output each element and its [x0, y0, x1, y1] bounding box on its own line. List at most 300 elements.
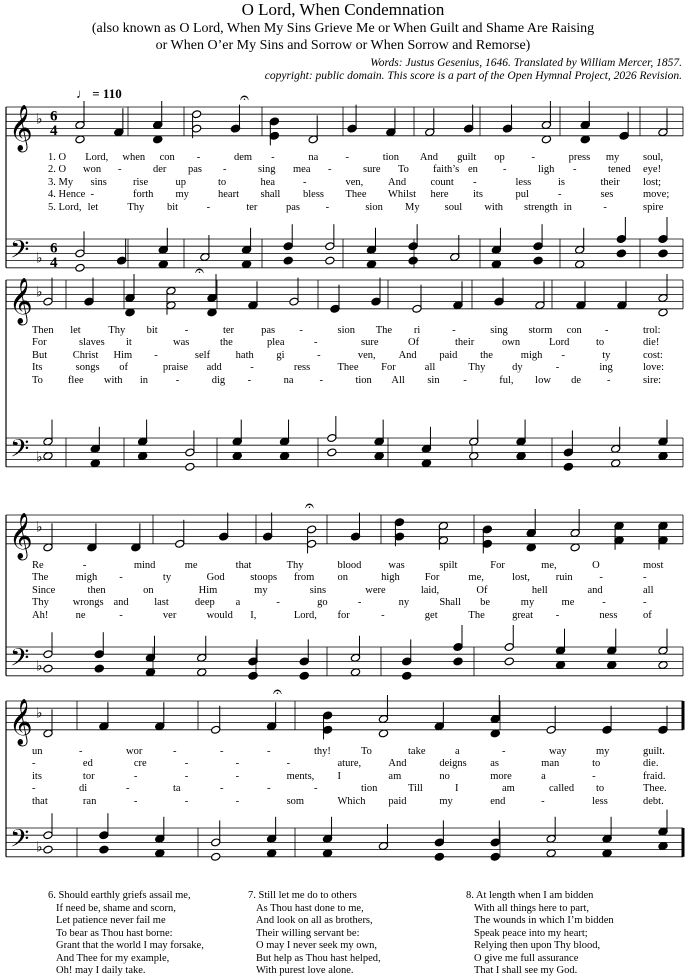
lyric-syllable: My — [405, 201, 420, 213]
verse-8-line: O give me full assurance — [474, 952, 579, 964]
lyric-syllable: add — [206, 362, 222, 374]
lyric-syllable: ter — [246, 201, 258, 213]
lyric-syllable: - — [345, 151, 349, 163]
verse-8-line: The wounds in which I’m bidden — [474, 915, 614, 926]
lyric-syllable: migh — [75, 572, 98, 584]
bass-lower-note-head — [546, 849, 556, 858]
alto-note-head — [125, 308, 135, 317]
lyric-syllable: - — [126, 783, 130, 795]
verse-7-line: As Thou hast done to me, — [256, 902, 364, 914]
lyric-syllable: ed — [82, 758, 93, 770]
lyric-syllable: dig — [211, 374, 226, 386]
lyric-syllable: bit — [146, 324, 158, 336]
lyric-syllable: Which — [337, 795, 366, 807]
lyric-syllable: pas — [188, 164, 202, 176]
lyric-syllable: - — [267, 783, 271, 795]
lyric-syllable: - — [184, 795, 189, 807]
alto-note-head — [580, 135, 590, 144]
lyric-syllable: that — [235, 559, 252, 571]
lyric-syllable: on — [337, 572, 348, 584]
lyric-syllable: Of — [408, 337, 420, 349]
lyric-syllable: I — [337, 770, 341, 782]
lyric-syllable: count — [430, 176, 454, 188]
lyric-syllable: - — [133, 770, 138, 782]
lyric-syllable: sure — [363, 164, 381, 176]
lyric-syllable: mind — [133, 559, 156, 571]
lyric-syllable: ful, — [499, 374, 514, 386]
verse-6 — [48, 890, 204, 978]
lyric-syllable: The — [375, 324, 393, 336]
lyric-syllable: - — [32, 758, 36, 770]
fermata-icon: 𝄐 — [273, 682, 282, 701]
lyric-syllable: der — [153, 164, 167, 176]
verse-8-line: Relying then upon Thy blood, — [474, 940, 601, 951]
lyric-syllable: - — [235, 770, 240, 782]
lyric-syllable: wor — [126, 745, 143, 757]
lyric-syllable: 1. O — [48, 151, 67, 163]
lyric-syllable: is — [558, 176, 566, 188]
lyric-syllable: plea — [267, 337, 285, 349]
lyric-syllable: lost, — [512, 572, 530, 584]
bass-lower-note-head — [658, 842, 668, 851]
lyric-syllable: - — [599, 572, 603, 584]
lyric-syllable: - — [173, 745, 177, 757]
lyric-syllable: Thee — [337, 362, 359, 374]
lyric-syllable: To — [361, 745, 372, 757]
lyric-syllable: spire — [643, 201, 664, 213]
lyric-syllable: sing — [490, 324, 508, 336]
lyric-syllable: ven, — [357, 349, 376, 361]
lyric-syllable: - — [220, 745, 224, 757]
alto-note-head — [207, 308, 217, 317]
bass-lower-note-head — [241, 260, 251, 269]
flat-key-signature-icon: ♭ — [36, 284, 43, 301]
lyric-syllable: - — [473, 176, 477, 188]
lyric-syllable: press — [568, 151, 591, 163]
flat-key-signature-icon: ♭ — [36, 519, 43, 536]
lyric-syllable: shall — [260, 189, 281, 201]
verse-7-line: And look on all as brothers, — [256, 915, 373, 926]
bass-lower-note-head — [299, 671, 309, 680]
bass-lower-note-head — [99, 845, 109, 854]
lyric-syllable: trol: — [643, 324, 661, 336]
bass-lower-note-head — [185, 462, 195, 471]
lyric-syllable: a — [541, 770, 546, 782]
bass-clef-icon: 𝄢 — [10, 434, 30, 470]
lyric-syllable: to — [596, 337, 605, 349]
lyric-syllable: with — [484, 201, 503, 213]
alto-note-head — [378, 729, 388, 738]
flat-key-signature-icon: ♭ — [36, 839, 43, 856]
lyric-syllable: hath — [235, 349, 254, 361]
lyric-syllable: - — [561, 349, 566, 361]
lyric-syllable: Him — [198, 584, 218, 596]
lyric-syllable: to — [592, 758, 601, 770]
lyric-syllable: dem — [233, 151, 253, 163]
lyric-syllable: Him — [113, 349, 133, 361]
lyric-syllable: - — [235, 795, 240, 807]
flat-key-signature-icon: ♭ — [36, 250, 43, 267]
lyric-syllable: were — [365, 584, 386, 596]
lyric-syllable: - — [90, 189, 94, 201]
lyric-syllable: less — [592, 795, 608, 807]
lyric-syllable: - — [452, 324, 456, 336]
lyric-syllable: - — [119, 572, 123, 584]
lyric-syllable: tor — [82, 770, 95, 782]
lyric-syllable: - — [643, 597, 647, 609]
lyric-syllable: 4. Hence — [48, 189, 86, 201]
lyric-syllable: - — [184, 758, 189, 770]
lyric-syllable: - — [602, 597, 606, 609]
lyric-syllable: my — [439, 795, 453, 807]
lyric-syllable: and — [587, 584, 603, 596]
verse-7-line: With purest love alone. — [256, 965, 354, 976]
lyric-syllable: con — [159, 151, 175, 163]
lyric-syllable: low — [535, 374, 551, 386]
lyric-syllable: - — [541, 795, 545, 807]
lyric-syllable: of — [643, 609, 652, 621]
lyric-syllable: cre — [133, 758, 147, 770]
lyric-syllable: To — [398, 164, 409, 176]
bass-lower-note-head — [327, 448, 337, 457]
alto-note-head — [490, 729, 500, 738]
lyric-syllable: let — [70, 324, 81, 336]
lyric-syllable: ven, — [345, 176, 364, 188]
lyric-syllable: deigns — [439, 758, 467, 770]
lyric-syllable: high — [381, 572, 400, 584]
bass-lower-note-head — [267, 849, 277, 858]
lyric-syllable: die. — [643, 758, 659, 770]
lyric-syllable: me, — [541, 559, 557, 571]
bass-lower-note-head — [211, 852, 221, 861]
lyric-syllable: ature, — [337, 758, 362, 770]
lyric-syllable: de — [571, 374, 582, 386]
lyric-syllable: would — [206, 609, 233, 621]
lyric-syllable: Lord, — [85, 151, 109, 163]
lyric-syllable: in — [139, 374, 148, 386]
lyric-syllable: my — [254, 584, 268, 596]
hymn-title: O Lord, When Condemnation — [241, 0, 445, 19]
bass-clef-icon: 𝄢 — [10, 824, 30, 860]
lyric-syllable: spilt — [439, 559, 458, 571]
lyric-syllable: pul — [515, 189, 529, 201]
lyric-syllable: To — [32, 374, 43, 386]
verse-6-line: 6. Should earthly griefs assail me, — [48, 890, 191, 901]
lyric-syllable: sing — [258, 164, 276, 176]
treble-clef-icon: 𝄞 — [9, 277, 33, 324]
lyric-syllable: ness — [599, 609, 618, 621]
lyric-syllable: dy — [512, 362, 523, 374]
lyric-syllable: as — [490, 758, 499, 770]
lyric-syllable: Then — [32, 324, 54, 336]
lyric-syllable: - — [573, 164, 577, 176]
lyric-syllable: ta — [173, 783, 181, 795]
lyric-syllable: most — [643, 559, 664, 571]
lyric-syllable: ruin — [555, 572, 573, 584]
lyric-syllable: fraid. — [643, 770, 666, 782]
bass-lower-note-head — [533, 256, 543, 265]
lyric-syllable: But — [32, 349, 48, 361]
lyric-syllable: the — [480, 349, 493, 361]
lyric-syllable: - — [133, 795, 138, 807]
verse-7-line: O may I never seek my own, — [256, 940, 378, 951]
bass-lower-note-head — [145, 668, 155, 677]
lyric-syllable: - — [328, 164, 332, 176]
lyric-syllable: won — [83, 164, 102, 176]
lyric-syllable: pas — [261, 324, 276, 336]
lyric-syllable: songs — [75, 362, 100, 374]
bass-lower-note-head — [469, 452, 479, 461]
lyric-syllable: that — [32, 795, 48, 807]
bass-lower-note-head — [563, 462, 573, 471]
lyric-syllable: - — [381, 609, 385, 621]
lyric-syllable: Thy — [468, 362, 486, 374]
lyric-syllable: die! — [643, 337, 660, 349]
lyric-syllable: - — [607, 374, 611, 386]
lyric-syllable: ran — [82, 795, 97, 807]
bass-lower-note-head — [374, 452, 384, 461]
lyric-syllable: sins — [90, 176, 107, 188]
lyric-syllable: own — [502, 337, 521, 349]
treble-clef-icon: 𝄞 — [9, 698, 33, 745]
lyric-syllable: cost: — [643, 349, 663, 361]
lyric-syllable: The — [32, 572, 49, 584]
lyric-syllable: ty — [162, 572, 172, 584]
flat-key-signature-icon: ♭ — [36, 449, 43, 466]
verse-7 — [248, 890, 381, 978]
lyric-syllable: soul, — [643, 151, 664, 163]
words-credit: Words: Justus Gesenius, 1646. Translated by William Mercer, 1857. — [370, 57, 682, 69]
bass-lower-note-head — [658, 249, 668, 258]
lyric-syllable: their — [455, 337, 475, 349]
bass-lower-note-head — [75, 263, 85, 272]
lyric-syllable: Ah! — [32, 609, 49, 621]
lyric-syllable: Thy — [32, 597, 49, 609]
lyric-syllable: And — [398, 349, 417, 361]
lyric-syllable: blood — [337, 559, 362, 571]
lyric-syllable: was — [388, 559, 405, 571]
lyric-syllable: Since — [32, 584, 56, 596]
lyric-syllable: - — [603, 201, 607, 213]
lyric-syllable: great — [512, 609, 534, 621]
lyric-syllable: me — [184, 559, 198, 571]
lyric-syllable: con — [566, 324, 582, 336]
bass-lower-note-head — [555, 661, 565, 670]
flat-key-signature-icon: ♭ — [36, 658, 43, 675]
flat-key-signature-icon: ♭ — [36, 111, 43, 128]
lyric-syllable: Thy — [108, 324, 126, 336]
verse-8-line: 8. At length when I am bidden — [466, 890, 594, 901]
time-signature-denominator: 4 — [50, 254, 58, 271]
lyric-syllable: God — [206, 572, 225, 584]
bass-lower-note-head — [43, 452, 53, 461]
lyric-syllable: - — [558, 189, 562, 201]
lyric-syllable: ress — [293, 362, 311, 374]
bass-clef-icon: 𝄢 — [10, 235, 30, 271]
lyric-syllable: - — [286, 758, 291, 770]
bass-lower-note-head — [658, 452, 668, 461]
lyric-syllable: debt. — [643, 795, 664, 807]
verse-8-line: With all things here to part, — [474, 902, 590, 914]
lyric-syllable: - — [299, 324, 303, 336]
bass-lower-note-head — [607, 661, 617, 670]
bass-lower-note-head — [43, 664, 53, 673]
lyric-syllable: me, — [468, 572, 484, 584]
lyric-syllable: Its — [32, 362, 43, 374]
lyric-syllable: pas — [286, 201, 300, 213]
lyric-syllable: me — [561, 597, 575, 609]
lyric-syllable: un — [32, 745, 43, 757]
bass-clef-icon: 𝄢 — [10, 643, 30, 679]
lyric-syllable: to — [218, 176, 227, 188]
lyric-syllable: with — [103, 374, 123, 386]
lyric-syllable: storm — [528, 324, 553, 336]
bass-lower-note-head — [408, 256, 418, 265]
lyric-syllable: less — [515, 176, 532, 188]
lyric-syllable: - — [319, 374, 324, 386]
lyric-syllable: bless — [303, 189, 324, 201]
lyric-syllable: sins — [309, 584, 327, 596]
lyric-syllable: tion — [361, 783, 378, 795]
lyric-syllable: get — [424, 609, 438, 621]
lyric-syllable: - — [604, 324, 609, 336]
verse-7-line: But help as Thou hast helped, — [256, 952, 381, 964]
bass-lower-note-head — [325, 256, 335, 265]
lyric-syllable: in — [563, 201, 572, 213]
bass-lower-note-head — [137, 452, 147, 461]
lyric-syllable: And — [388, 176, 407, 188]
fermata-icon: 𝄐 — [305, 496, 314, 515]
lyric-syllable: stoops — [250, 572, 278, 584]
lyric-syllable: of — [119, 362, 129, 374]
lyric-syllable: it — [126, 337, 132, 349]
time-signature-numerator: 6 — [50, 108, 58, 125]
lyric-syllable: when — [122, 151, 146, 163]
bass-lower-note-head — [658, 661, 668, 670]
lyric-syllable: its — [473, 189, 483, 201]
lyric-syllable: I, — [250, 609, 257, 621]
alto-note-head — [75, 135, 85, 144]
lyric-syllable: hell — [531, 584, 548, 596]
lyric-syllable: - — [592, 770, 596, 782]
lyric-syllable: - — [223, 164, 227, 176]
lyric-syllable: on — [143, 584, 154, 596]
bass-lower-note-head — [421, 459, 431, 468]
lyric-syllable: ne — [75, 609, 86, 621]
lyric-syllable: - — [357, 597, 362, 609]
lyric-syllable: sion — [365, 201, 383, 213]
lyric-syllable: ri — [413, 324, 421, 336]
lyric-syllable: be — [480, 597, 490, 609]
lyric-syllable: hea — [260, 176, 276, 188]
lyric-syllable: let — [87, 201, 99, 213]
lyric-syllable: my — [605, 151, 620, 163]
alto-note-head — [570, 543, 580, 552]
lyric-syllable: its — [32, 770, 42, 782]
lyric-syllable: deep — [194, 597, 215, 609]
lyric-syllable: Whilst — [388, 189, 416, 201]
alto-note-head — [526, 543, 536, 552]
lyric-syllable: guilt. — [643, 745, 665, 757]
time-signature-denominator: 4 — [50, 122, 58, 139]
lyric-syllable: soul — [444, 201, 463, 213]
lyric-syllable: end — [490, 795, 506, 807]
verse-8 — [466, 890, 614, 978]
bass-lower-note-head — [616, 249, 626, 258]
lyric-syllable: from — [293, 572, 315, 584]
lyric-syllable: tion — [382, 151, 400, 163]
alto-note-head — [541, 135, 551, 144]
lyric-syllable: - — [503, 164, 507, 176]
lyric-syllable: - — [314, 337, 318, 349]
lyric-syllable: ver — [162, 609, 177, 621]
bass-lower-note-head — [504, 657, 514, 666]
lyric-syllable: - — [184, 770, 189, 782]
lyric-syllable: gi — [276, 349, 285, 361]
lyric-syllable: ter — [222, 324, 235, 336]
lyric-syllable: way — [549, 745, 567, 757]
lyric-syllable: - — [196, 151, 201, 163]
bass-lower-note-head — [322, 849, 332, 858]
lyric-syllable: op — [494, 151, 505, 163]
lyric-syllable: sure — [361, 337, 379, 349]
lyric-syllable: And — [388, 758, 407, 770]
lyric-syllable: ny — [398, 597, 410, 609]
lyric-syllable: Shall — [439, 597, 461, 609]
lyric-syllable: Re — [32, 559, 44, 571]
lyric-syllable: move; — [643, 189, 670, 201]
lyric-syllable: take — [408, 745, 426, 757]
lyric-syllable: for — [337, 609, 350, 621]
lyric-syllable: - — [276, 597, 280, 609]
bass-lower-note-head — [453, 657, 463, 666]
lyric-syllable: - — [555, 362, 560, 374]
lyric-syllable: - — [463, 374, 467, 386]
lyric-syllable: - — [555, 609, 560, 621]
bass-lower-note-head — [350, 668, 360, 677]
lyric-syllable: self — [194, 349, 211, 361]
lyric-syllable: more — [490, 770, 512, 782]
verse-6-line: Grant that the world I may forsake, — [56, 940, 204, 951]
lyric-syllable: called — [549, 783, 575, 795]
lyric-syllable: 2. O — [48, 164, 67, 176]
bass-lower-note-head — [516, 452, 526, 461]
lyric-syllable: 5. Lord, — [48, 201, 82, 213]
lyric-syllable: ligh — [538, 164, 555, 176]
lyric-syllable: ments, — [286, 770, 315, 782]
lyric-syllable: And — [419, 151, 438, 163]
lyric-syllable: Till — [408, 783, 423, 795]
lyric-syllable: - — [154, 349, 158, 361]
lyric-syllable: mea — [293, 164, 311, 176]
alto-note-head — [153, 135, 163, 144]
lyric-syllable: ty — [602, 349, 611, 361]
lyric-syllable: Christ — [72, 349, 99, 361]
lyric-syllable: Thee. — [643, 783, 667, 795]
lyric-syllable: 3. My — [48, 176, 74, 188]
lyric-syllable: - — [206, 201, 211, 213]
lyric-syllable: Lord — [549, 337, 570, 349]
lyric-syllable: sion — [337, 324, 356, 336]
bass-lower-note-head — [90, 459, 100, 468]
lyric-syllable: all — [643, 584, 654, 596]
lyric-syllable: love: — [643, 362, 664, 374]
lyric-syllable: no — [439, 770, 450, 782]
alt-titles-line-1: (also known as O Lord, When My Sins Grieve Me or When Guilt and Shame Are Raising — [91, 21, 595, 36]
lyric-syllable: my — [596, 745, 610, 757]
verse-6-line: And Thee for my example, — [56, 952, 170, 964]
alto-note-head — [658, 308, 668, 317]
